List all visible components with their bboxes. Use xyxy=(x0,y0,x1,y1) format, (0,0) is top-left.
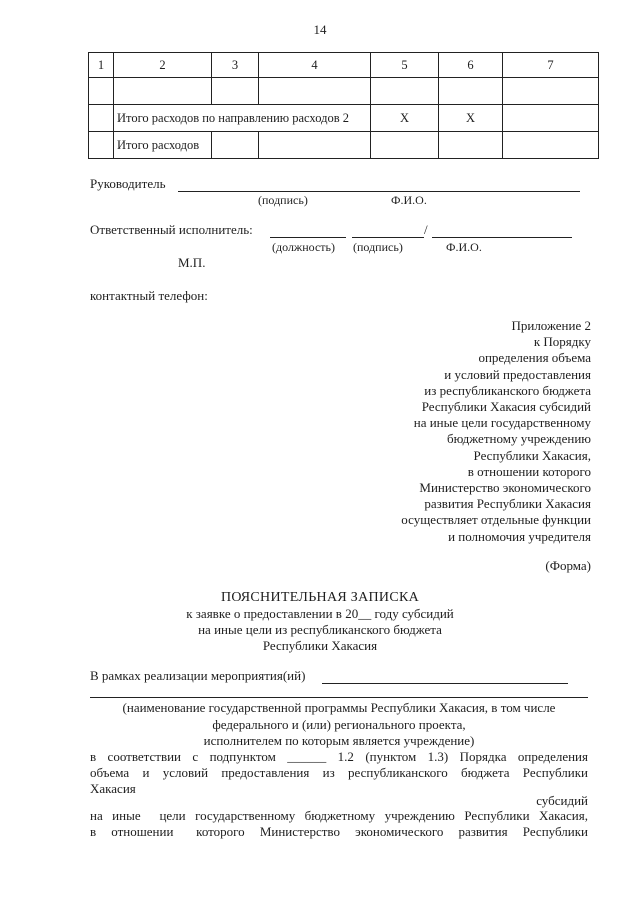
note-body-line: на иные цели государственному бюджетному учреждению Республики Хакасия, xyxy=(90,808,588,823)
table-cell xyxy=(503,105,599,132)
note-program-line xyxy=(90,697,588,698)
appendix-line: бюджетному учреждению xyxy=(446,431,591,447)
head-name-caption: Ф.И.О. xyxy=(391,193,427,207)
table-header-cell: 2 xyxy=(114,53,212,78)
total-direction-col5: X xyxy=(371,105,439,132)
note-caption xyxy=(90,700,588,750)
table-cell xyxy=(503,132,599,159)
head-label: Руководитель xyxy=(90,176,166,191)
table-cell xyxy=(114,78,212,105)
table-header-cell: 6 xyxy=(439,53,503,78)
appendix-line: Республики Хакасия субсидий xyxy=(421,399,591,415)
note-title: ПОЯСНИТЕЛЬНАЯ ЗАПИСКА xyxy=(220,590,420,605)
appendix-line: развития Республики Хакасия xyxy=(424,496,591,512)
table-cell xyxy=(439,132,503,159)
note-body-line: в соответствии с подпунктом ______ 1.2 (пунктом 1.3) Порядка определения xyxy=(90,749,588,764)
appendix-line: Приложение 2 xyxy=(511,318,591,333)
table-row-total-direction xyxy=(89,105,599,132)
appendix-line: осуществляет отдельные функции xyxy=(401,512,591,528)
note-body-line: в отношении которого Министерство экономического развития Республики xyxy=(90,824,588,839)
executor-label: Ответственный исполнитель: xyxy=(90,222,253,237)
table-cell xyxy=(371,78,439,105)
note-subtitle-line: к заявке о предоставлении в 20__ году субсидий xyxy=(186,606,454,621)
expense-table xyxy=(88,52,599,159)
note-caption-line: федерального и (или) регионального проекта, xyxy=(212,716,466,732)
table-cell xyxy=(89,78,114,105)
table-header-cell: 1 xyxy=(89,53,114,78)
note-subtitle-line: на иные цели из республиканского бюджета xyxy=(198,622,442,637)
note-body-line: Хакасия xyxy=(90,781,136,796)
table-header-cell: 5 xyxy=(371,53,439,78)
table-header-cell: 4 xyxy=(259,53,371,78)
executor-sign-line xyxy=(352,237,424,238)
phone-label: контактный телефон: xyxy=(90,288,208,303)
appendix-line: Министерство экономического xyxy=(419,480,591,496)
executor-sign-caption: (подпись) xyxy=(353,240,403,254)
appendix-block xyxy=(401,318,591,545)
table-cell xyxy=(371,132,439,159)
table-cell xyxy=(439,78,503,105)
executor-slash: / xyxy=(424,222,428,237)
note-intro-line xyxy=(322,683,568,684)
appendix-line: из республиканского бюджета xyxy=(424,382,591,398)
appendix-line: в отношении которого xyxy=(467,463,591,479)
executor-name-caption: Ф.И.О. xyxy=(446,240,482,254)
executor-position-line xyxy=(270,237,346,238)
note-subtitle xyxy=(0,606,640,654)
form-label: (Форма) xyxy=(545,558,591,573)
total-label: Итого расходов xyxy=(114,132,212,159)
table-row-total xyxy=(89,132,599,159)
stamp-label: М.П. xyxy=(178,255,206,270)
table-cell xyxy=(212,132,259,159)
executor-name-line xyxy=(432,237,572,238)
table-header-row xyxy=(89,53,599,78)
table-header-cell: 7 xyxy=(503,53,599,78)
appendix-line: и полномочия учредителя xyxy=(448,528,591,544)
note-body-line: объема и условий предоставления из республиканского бюджета Республики xyxy=(90,765,588,780)
appendix-line: Республики Хакасия, xyxy=(473,447,591,463)
table-cell xyxy=(259,132,371,159)
table-header-cell: 3 xyxy=(212,53,259,78)
head-sign-caption: (подпись) xyxy=(258,193,308,207)
table-cell xyxy=(259,78,371,105)
table-cell xyxy=(212,78,259,105)
table-cell xyxy=(89,132,114,159)
head-signature-line xyxy=(178,191,580,192)
executor-position-caption: (должность) xyxy=(272,240,335,254)
appendix-line: к Порядку xyxy=(533,334,591,350)
appendix-line: на иные цели государственному xyxy=(413,415,591,431)
appendix-line: и условий предоставления xyxy=(444,366,591,382)
table-row xyxy=(89,78,599,105)
appendix-line: определения объема xyxy=(478,350,591,366)
page-number: 14 xyxy=(313,22,327,37)
note-intro: В рамках реализации мероприятия(ий) xyxy=(90,668,306,683)
table-cell xyxy=(89,105,114,132)
note-subtitle-line: Республики Хакасия xyxy=(262,638,378,653)
total-direction-label: Итого расходов по направлению расходов 2 xyxy=(114,105,371,132)
note-body-line: субсидий xyxy=(536,793,588,808)
note-caption-line: исполнителем по которым является учреждение) xyxy=(203,733,475,748)
total-direction-col6: X xyxy=(439,105,503,132)
note-caption-line: (наименование государственной программы Республики Хакасия, в том числе xyxy=(122,700,556,715)
table-cell xyxy=(503,78,599,105)
